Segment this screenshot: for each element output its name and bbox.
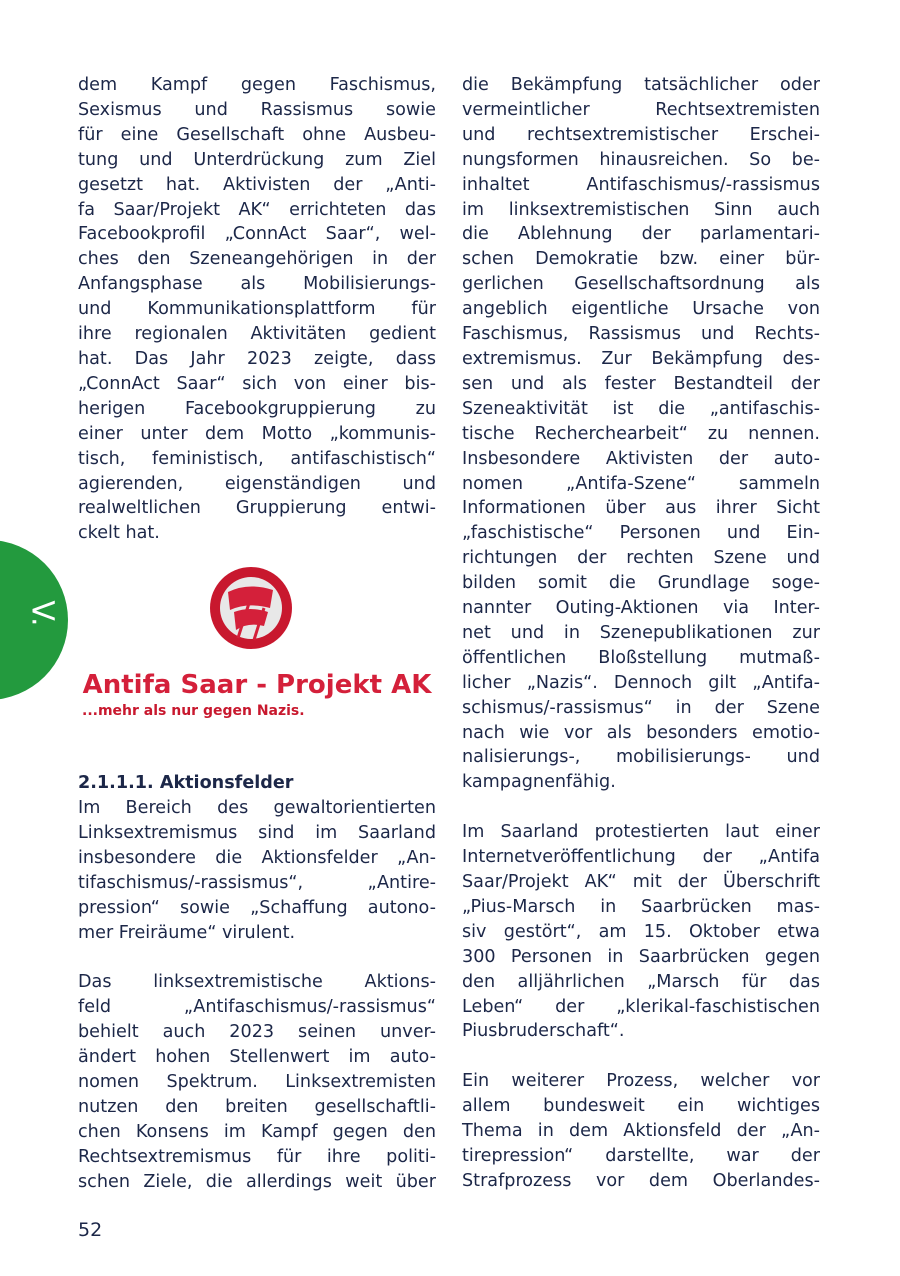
text-line: einer unter dem Motto „kommunis-: [78, 423, 436, 444]
text-line: Internetveröffentlichung der „Antifa: [462, 847, 820, 868]
text-line: dem Kampf gegen Faschismus,: [78, 75, 436, 95]
text-line: im linksextremistischen Sinn auch: [462, 199, 820, 220]
text-line: Strafprozess vor dem Oberlandes-: [462, 1170, 820, 1191]
text-line: Facebookprofil „ConnAct Saar“, wel-: [78, 224, 436, 245]
text-line: vermeintlicher Rechtsextremisten: [462, 99, 820, 120]
text-line: nungsformen hinausreichen. So be-: [462, 149, 820, 170]
text-line: nomen „Antifa-Szene“ sammeln: [462, 473, 820, 494]
text-line: Piusbruderschaft“.: [462, 1021, 625, 1042]
antifa-saar-logo: [78, 560, 436, 725]
text-line: Szeneaktivität ist die „antifaschis-: [462, 398, 820, 419]
text-line: nalisierungs-, mobilisierungs- und: [462, 747, 820, 768]
section-heading: 2.1.1.1. Aktionsfelder: [78, 773, 294, 794]
text-line: Thema in dem Aktionsfeld der „An-: [462, 1121, 820, 1142]
text-line: hat. Das Jahr 2023 zeigte, dass: [78, 348, 436, 369]
text-line: Ein weiterer Prozess, welcher vor: [462, 1071, 820, 1092]
right-column: [462, 73, 820, 1194]
text-line: agierenden, eigenständigen und: [78, 473, 436, 494]
text-line: für eine Gesellschaft ohne Ausbeu-: [78, 124, 436, 145]
paragraph: [462, 1069, 820, 1194]
text-line: tifaschismus/-rassismus“, „Antire-: [78, 872, 436, 893]
logo-slogan: ...mehr als nur gegen Nazis.: [82, 703, 305, 719]
text-line: bilden somit die Grundlage soge-: [462, 573, 820, 594]
text-line: behielt auch 2023 seinen unver-: [78, 1022, 436, 1043]
text-line: ihre regionalen Aktivitäten gedient: [78, 324, 436, 345]
text-line: Rechtsextremismus für ihre politi-: [78, 1146, 436, 1167]
text-line: Im Saarland protestierten laut einer: [462, 822, 820, 843]
text-line: ches den Szeneangehörigen in der: [78, 249, 436, 270]
text-line: gerlichen Gesellschaftsordnung als: [462, 274, 820, 295]
text-line: ändert hohen Stellenwert im auto-: [78, 1047, 436, 1068]
text-line: richtungen der rechten Szene und: [462, 548, 820, 569]
text-line: nomen Spektrum. Linksextremisten: [78, 1072, 436, 1093]
text-line: Leben“ der „klerikal-faschistischen: [462, 996, 820, 1017]
paragraph: [462, 820, 820, 1044]
text-line: extremismus. Zur Bekämpfung des-: [462, 348, 820, 369]
text-line: inhaltet Antifaschismus/-rassismus: [462, 174, 820, 195]
text-line: chen Konsens im Kampf gegen den: [78, 1121, 436, 1142]
text-line: mer Freiräume“ virulent.: [78, 922, 296, 943]
paragraph: [78, 73, 436, 546]
text-line: schismus/-rassismus“ in der Szene: [462, 697, 820, 718]
paragraph-gap: [462, 795, 820, 820]
text-line: „ConnAct Saar“ sich von einer bis-: [78, 373, 436, 394]
text-line: nach wie vor als besonders emotio-: [462, 722, 820, 743]
text-line: die Bekämpfung tatsächlicher oder: [462, 75, 820, 95]
text-line: Saar/Projekt AK“ mit der Überschrift: [462, 871, 820, 892]
text-line: net und in Szenepublikationen zur: [462, 622, 820, 643]
text-line: und Kommunikationsplattform für: [78, 299, 436, 320]
text-line: 300 Personen in Saarbrücken gegen: [462, 946, 820, 967]
text-line: allem bundesweit ein wichtiges: [462, 1096, 820, 1117]
text-line: licher „Nazis“. Dennoch gilt „Antifa-: [462, 672, 820, 693]
text-line: fa Saar/Projekt AK“ errichteten das: [78, 199, 436, 220]
text-line: tung und Unterdrückung zum Ziel: [78, 149, 436, 170]
paragraph: [78, 796, 436, 945]
text-line: Im Bereich des gewaltorientierten: [78, 798, 436, 819]
text-line: Das linksextremistische Aktions-: [78, 972, 436, 993]
chapter-tab-label: V.: [24, 600, 60, 627]
logo-title: Antifa Saar - Projekt AK: [82, 670, 432, 700]
text-line: pression“ sowie „Schaffung autono-: [78, 897, 436, 918]
text-line: gesetzt hat. Aktivisten der „Anti-: [78, 174, 436, 195]
text-line: realweltlichen Gruppierung entwi-: [78, 498, 436, 519]
text-line: „faschistische“ Personen und Ein-: [462, 523, 820, 544]
text-line: feld „Antifaschismus/-rassismus“: [78, 997, 436, 1018]
text-line: Faschismus, Rassismus und Rechts-: [462, 324, 820, 345]
text-line: siv gestört“, am 15. Oktober etwa: [462, 921, 820, 942]
text-line: nutzen den breiten gesellschaftli-: [78, 1096, 436, 1117]
paragraph-gap: [78, 946, 436, 971]
text-line: „Pius-Marsch in Saarbrücken mas-: [462, 896, 820, 917]
text-line: öffentlichen Bloßstellung mutmaß-: [462, 647, 820, 668]
paragraph: [462, 73, 820, 795]
text-line: schen Ziele, die allerdings weit über: [78, 1171, 436, 1192]
text-line: Linksextremismus sind im Saarland: [78, 823, 436, 844]
text-line: herigen Facebookgruppierung zu: [78, 398, 436, 419]
text-line: Informationen über aus ihrer Sicht: [462, 498, 820, 519]
text-line: tisch, feministisch, antifaschistisch“: [78, 448, 436, 469]
text-line: tirepression“ darstellte, war der: [462, 1145, 820, 1166]
text-line: tische Recherchearbeit“ zu nennen.: [462, 423, 820, 444]
text-line: den alljährlichen „Marsch für das: [462, 971, 820, 992]
text-line: schen Demokratie bzw. einer bür-: [462, 249, 820, 270]
text-line: Sexismus und Rassismus sowie: [78, 99, 436, 120]
text-line: sen und als fester Bestandteil der: [462, 373, 820, 394]
paragraph-gap: [462, 1044, 820, 1069]
text-line: ckelt hat.: [78, 523, 160, 544]
text-line: insbesondere die Aktionsfelder „An-: [78, 847, 436, 868]
text-line: nannter Outing-Aktionen via Inter-: [462, 598, 820, 619]
text-line: Anfangsphase als Mobilisierungs-: [78, 274, 436, 295]
text-line: und rechtsextremistischer Erschei-: [462, 124, 820, 145]
text-line: angeblich eigentliche Ursache von: [462, 299, 820, 320]
text-line: Insbesondere Aktivisten der auto-: [462, 448, 820, 469]
paragraph: [78, 970, 436, 1194]
text-line: kampagnenfähig.: [462, 772, 616, 793]
page-number: 52: [78, 1219, 103, 1241]
text-line: die Ablehnung der parlamentari-: [462, 224, 820, 245]
